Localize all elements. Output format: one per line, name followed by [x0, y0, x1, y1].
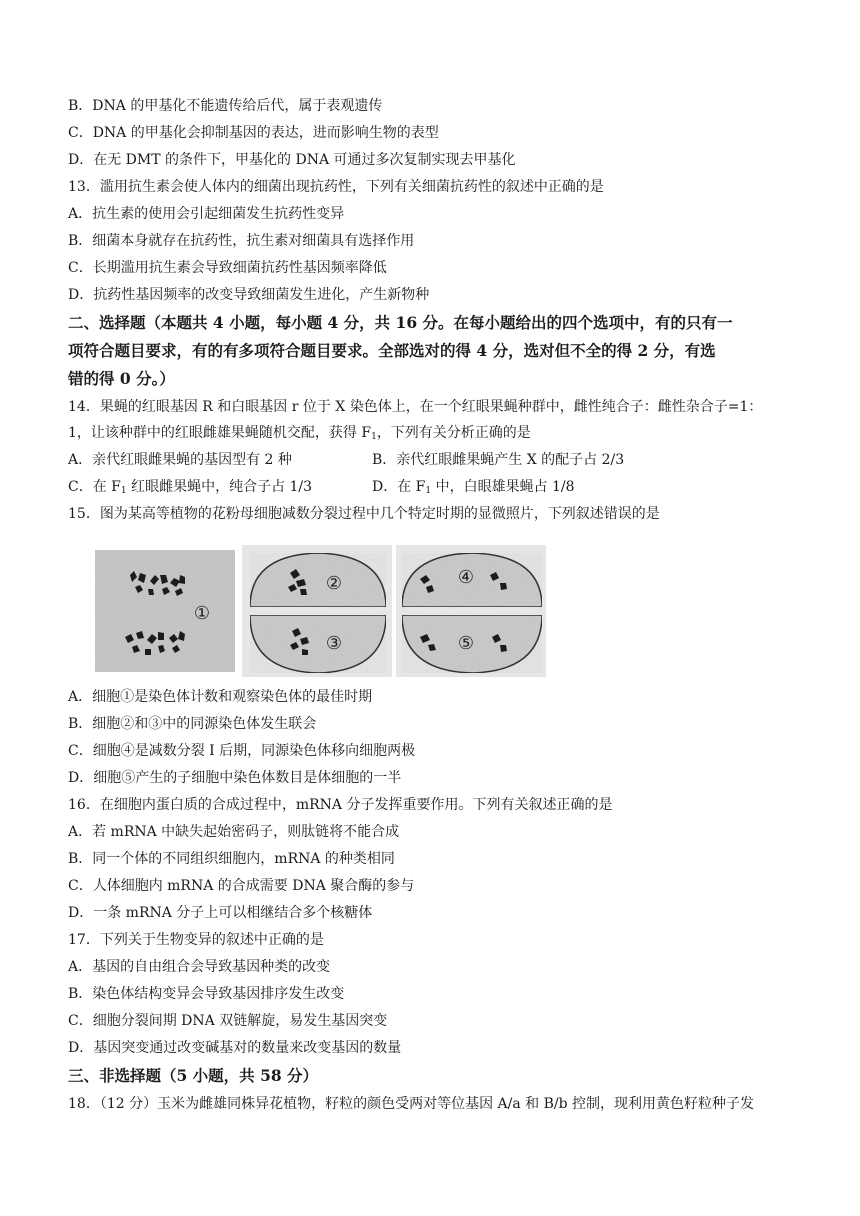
q17-option-a: A．基因的自由组合会导致基因种类的改变 — [68, 959, 331, 975]
q13-stem: 13．滥用抗生素会使人体内的细菌出现抗药性，下列有关细菌抗药性的叙述中正确的是 — [68, 179, 604, 195]
q17-option-c: C．细胞分裂间期 DNA 双链解旋，易发生基因突变 — [68, 1013, 388, 1029]
micrograph-cell-4-5 — [396, 545, 546, 677]
option-text: 中，白眼雄果蝇占 1/8 — [431, 479, 575, 495]
q14-stem-line1: 14．果蝇的红眼基因 R 和白眼基因 r 位于 X 染色体上，在一个红眼果蝇种群中，雌性纯合子：雌性杂合子=1： — [68, 399, 763, 415]
q15-option-c: C．细胞④是减数分裂 I 后期，同源染色体移向细胞两极 — [68, 743, 416, 759]
micrograph-cell-1 — [95, 550, 235, 672]
option-text: 红眼雌果蝇中，纯合子占 1/3 — [126, 479, 313, 495]
q15-stem: 15．图为某高等植物的花粉母细胞减数分裂过程中几个特定时期的显微照片，下列叙述错误的是 — [68, 506, 660, 522]
q16-stem: 16．在细胞内蛋白质的合成过程中，mRNA 分子发挥重要作用。下列有关叙述正确的是 — [68, 797, 613, 813]
q17-stem: 17．下列关于生物变异的叙述中正确的是 — [68, 932, 324, 948]
q16-option-b: B．同一个体的不同组织细胞内，mRNA 的种类相同 — [68, 851, 395, 867]
subscript: 1 — [120, 486, 127, 496]
section2-heading-line2: 项符合题目要求，有的有多项符合题目要求。全部选对的得 4 分，选对但不全的得 2 分，有选 — [68, 341, 716, 360]
section3-heading: 三、非选择题（5 小题，共 58 分） — [68, 1066, 319, 1085]
micrograph-cell-2-3 — [242, 545, 392, 677]
section2-heading-line1: 二、选择题（本题共 4 小题，每小题 4 分，共 16 分。在每小题给出的四个选项中，有的只有一 — [68, 313, 733, 332]
q12-option-b: B．DNA 的甲基化不能遗传给后代，属于表观遗传 — [68, 98, 383, 114]
q14-option-a: A．亲代红眼雌果蝇的基因型有 2 种 — [68, 452, 292, 468]
q14-option-d — [372, 477, 575, 501]
q15-option-d: D．细胞⑤产生的子细胞中染色体数目是体细胞的一半 — [68, 770, 402, 786]
cell-label-1: ① — [193, 603, 211, 624]
q16-option-c: C．人体细胞内 mRNA 的合成需要 DNA 聚合酶的参与 — [68, 878, 415, 894]
q13-option-a: A．抗生素的使用会引起细菌发生抗药性变异 — [68, 206, 345, 222]
q16-option-d: D．一条 mRNA 分子上可以相继结合多个核糖体 — [68, 905, 373, 921]
subscript: 1 — [371, 432, 377, 442]
section2-heading-line3: 错的得 0 分。） — [68, 369, 175, 388]
q13-option-d: D．抗药性基因频率的改变导致细菌发生进化，产生新物种 — [68, 287, 430, 303]
cell-label-2: ② — [325, 573, 343, 594]
q14-option-c — [68, 477, 312, 501]
q16-option-a: A．若 mRNA 中缺失起始密码子，则肽链将不能合成 — [68, 824, 400, 840]
q12-option-c: C．DNA 的甲基化会抑制基因的表达，进而影响生物的表型 — [68, 125, 439, 141]
q17-option-d: D．基因突变通过改变碱基对的数量来改变基因的数量 — [68, 1040, 402, 1056]
q14-stem-text: ，下列有关分析正确的是 — [376, 425, 531, 441]
cell-label-4: ④ — [457, 567, 475, 588]
micrograph-figure — [90, 545, 550, 677]
q14-stem-text: 1，让该种群中的红眼雌雄果蝇随机交配，获得 F — [68, 425, 372, 441]
cell-label-5: ⑤ — [457, 633, 475, 654]
q18-stem: 18．（12 分）玉米为雌雄同株异花植物，籽粒的颜色受两对等位基因 A/a 和 B/b 控制，现利用黄色籽粒种子发 — [68, 1096, 755, 1112]
q12-option-d: D．在无 DMT 的条件下，甲基化的 DNA 可通过多次复制实现去甲基化 — [68, 152, 516, 168]
q13-option-b: B．细菌本身就存在抗药性，抗生素对细菌具有选择作用 — [68, 233, 415, 249]
q14-option-b: B．亲代红眼雌果蝇产生 X 的配子占 2/3 — [372, 452, 625, 468]
q15-option-a: A．细胞①是染色体计数和观察染色体的最佳时期 — [68, 689, 373, 705]
q13-option-c: C．长期滥用抗生素会导致细菌抗药性基因频率降低 — [68, 260, 387, 276]
option-text: C．在 F — [68, 479, 121, 495]
q17-option-b: B．染色体结构变异会导致基因排序发生改变 — [68, 986, 345, 1002]
cell-label-3: ③ — [325, 633, 343, 654]
subscript: 1 — [425, 486, 432, 496]
q15-option-b: B．细胞②和③中的同源染色体发生联会 — [68, 716, 317, 732]
option-text: D．在 F — [372, 479, 426, 495]
q14-stem-line2 — [68, 423, 531, 447]
